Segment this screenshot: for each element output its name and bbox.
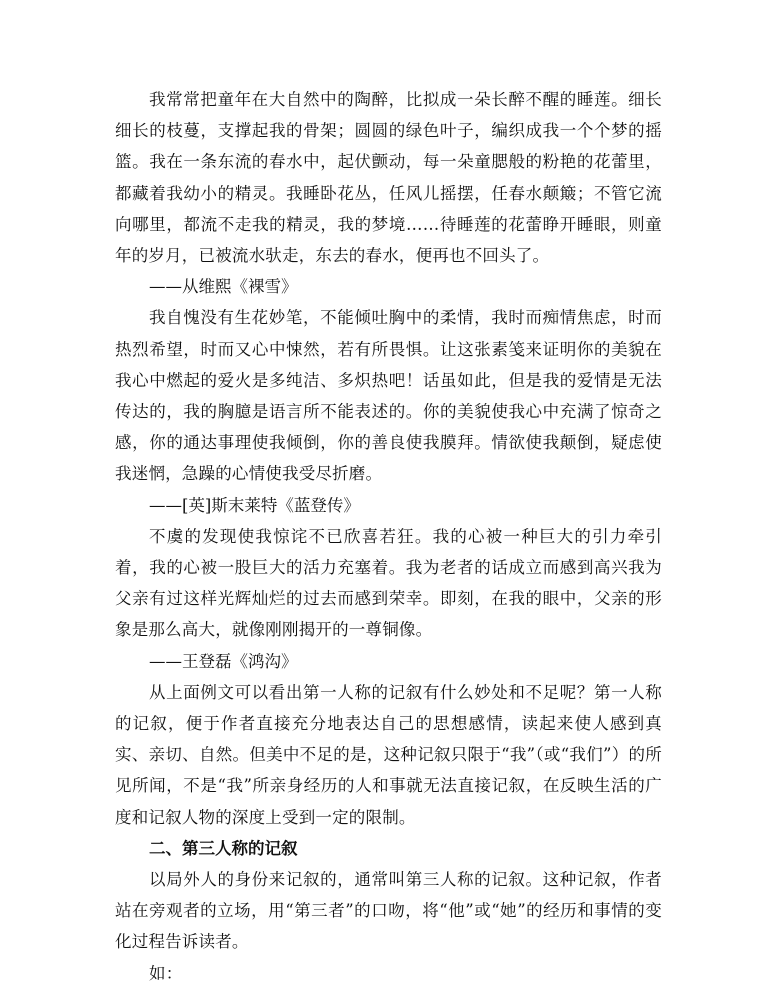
paragraph-first-person-analysis: 从上面例文可以看出第一人称的记叙有什么妙处和不足呢？第一人称的记叙，便于作者直接充分地表达自己的思想感情，读起来使人感到真实、亲切、自然。但美中不足的是，这种记叙只限于“我”（或“我们”）的所见所闻，不是“我”所亲身经历的人和事就无法直接记叙，在反映生活的广度和记叙人物的深度上受到一定的限制。 bbox=[115, 682, 662, 827]
paragraph-childhood-lotus: 我常常把童年在大自然中的陶醉，比拟成一朵长醉不醒的睡莲。细长细长的枝蔓，支撑起我的骨架；圆圆的绿色叶子，编织成我一个个梦的摇篮。我在一条东流的春水中，起伏颤动，每一朵童腮般的粉艳的花蕾里，都藏着我幼小的精灵。我睡卧花丛，任风儿摇摆，任春水颠簸；不管它流向哪里，都流不走我的精灵，我的梦境……待睡莲的花蕾睁开睡眼，则童年的岁月，已被流水驮走，东去的春水，便再也不回头了。 bbox=[115, 90, 662, 266]
paragraph-love-letter: 我自愧没有生花妙笔，不能倾吐胸中的柔情，我时而痴情焦虑，时而热烈希望，时而又心中悚然，若有所畏惧。让这张素笺来证明你的美貌在我心中燃起的爱火是多纯洁、多炽热吧！话虽如此，但是我的爱情是无法传达的，我的胸臆是语言所不能表述的。你的美貌使我心中充满了惊奇之感，你的通达事理使我倾倒，你的善良使我膜拜。情欲使我颠倒，疑虑使我迷惘，急躁的心情使我受尽折磨。 bbox=[115, 308, 662, 484]
source-citation-luoxue: ——从维熙《裸雪》 bbox=[149, 277, 298, 297]
source-citation-honggou: ——王登磊《鸿沟》 bbox=[149, 651, 298, 671]
paragraph-father-statue: 不虞的发现使我惊诧不已欣喜若狂。我的心被一种巨大的引力牵引着，我的心被一股巨大的活力充塞着。我为老者的话成立而感到高兴我为父亲有过这样光辉灿烂的过去而感到荣幸。即刻，在我的眼中，父亲的形象是那么高大，就像刚刚揭开的一尊铜像。 bbox=[115, 526, 662, 640]
section-heading-third-person: 二、第三人称的记叙 bbox=[149, 838, 298, 858]
source-citation-landengzhuan: ——[英]斯末莱特《蓝登传》 bbox=[149, 495, 360, 515]
paragraph-third-person-definition: 以局外人的身份来记叙的，通常叫第三人称的记叙。这种记叙，作者站在旁观者的立场，用“第三者”的口吻，将“他”或“她”的经历和事情的变化过程告诉读者。 bbox=[115, 870, 662, 952]
paragraph-example-intro: 如： bbox=[149, 963, 183, 983]
